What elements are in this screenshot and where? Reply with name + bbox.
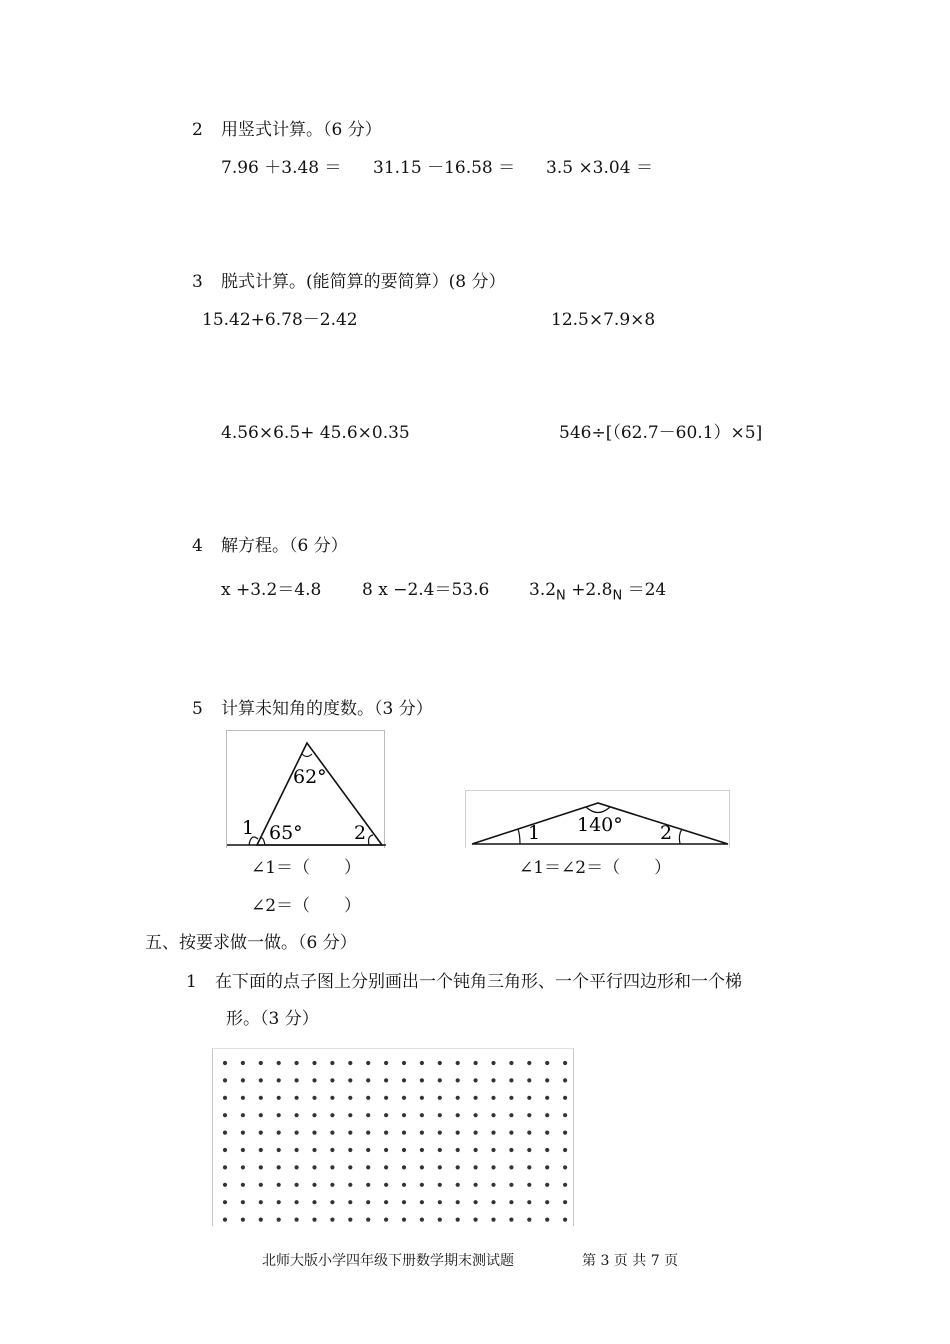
grid-dot — [509, 1078, 513, 1082]
grid-dot — [509, 1165, 513, 1169]
grid-dot — [223, 1078, 227, 1082]
grid-dot — [330, 1218, 334, 1222]
grid-dot — [277, 1131, 281, 1135]
grid-dot — [420, 1165, 424, 1169]
grid-dot — [563, 1061, 567, 1065]
top-angle-arc — [302, 754, 312, 757]
dot-grid[interactable] — [212, 1048, 574, 1226]
grid-dot — [402, 1131, 406, 1135]
grid-dot — [384, 1148, 388, 1152]
grid-dot — [491, 1200, 495, 1204]
grid-dot — [402, 1148, 406, 1152]
grid-dot — [527, 1131, 531, 1135]
grid-dot — [384, 1183, 388, 1187]
grid-dot — [295, 1200, 299, 1204]
grid-dot — [366, 1113, 370, 1117]
grid-dot — [491, 1165, 495, 1169]
grid-dot — [509, 1061, 513, 1065]
grid-dot — [241, 1113, 245, 1117]
grid-dot — [563, 1078, 567, 1082]
grid-dot — [312, 1131, 316, 1135]
grid-dot — [295, 1131, 299, 1135]
grid-dot — [241, 1183, 245, 1187]
grid-dot — [545, 1131, 549, 1135]
grid-dot — [295, 1148, 299, 1152]
grid-dot — [402, 1113, 406, 1117]
grid-dot — [456, 1218, 460, 1222]
section-five-q1-text: 在下面的点子图上分别画出一个钝角三角形、一个平行四边形和一个梯 — [215, 972, 742, 992]
grid-dot — [563, 1183, 567, 1187]
grid-dot — [295, 1113, 299, 1117]
q3-item-4: 546÷[（62.7－60.1）×5] — [559, 423, 763, 443]
grid-dot — [438, 1183, 442, 1187]
grid-dot — [295, 1096, 299, 1100]
grid-dot — [223, 1218, 227, 1222]
grid-dot — [438, 1200, 442, 1204]
grid-dot — [563, 1131, 567, 1135]
grid-dot — [277, 1148, 281, 1152]
grid-dot — [438, 1148, 442, 1152]
grid-dot — [545, 1061, 549, 1065]
grid-dot — [474, 1200, 478, 1204]
grid-dot — [527, 1113, 531, 1117]
grid-dot — [563, 1200, 567, 1204]
grid-dot — [348, 1200, 352, 1204]
grid-dot — [438, 1165, 442, 1169]
triangle-1-drawing — [227, 731, 386, 849]
grid-dot — [277, 1113, 281, 1117]
grid-dot — [259, 1131, 263, 1135]
q5-title: 计算未知角的度数。（3 分） — [221, 699, 433, 719]
grid-dot — [509, 1200, 513, 1204]
q4-eq3-coef-a: 3.2 — [529, 580, 557, 600]
grid-dot — [348, 1096, 352, 1100]
grid-dot — [241, 1096, 245, 1100]
grid-dot — [259, 1078, 263, 1082]
grid-dot — [420, 1078, 424, 1082]
grid-dot — [563, 1113, 567, 1117]
footer-title: 北师大版小学四年级下册数学期末测试题 — [262, 1253, 514, 1269]
grid-dot — [402, 1096, 406, 1100]
grid-dot — [295, 1218, 299, 1222]
grid-dot — [241, 1078, 245, 1082]
grid-dot — [474, 1165, 478, 1169]
grid-dot — [563, 1165, 567, 1169]
q5-number: 5 — [192, 699, 203, 719]
q4-number: 4 — [192, 536, 203, 556]
grid-dot — [509, 1113, 513, 1117]
angle-2-label: 2 — [660, 822, 673, 844]
q4-equation-1: x +3.2＝4.8 — [221, 580, 322, 600]
grid-dot — [474, 1061, 478, 1065]
grid-dot — [563, 1096, 567, 1100]
grid-dot — [456, 1200, 460, 1204]
grid-dot — [366, 1218, 370, 1222]
grid-dot — [330, 1183, 334, 1187]
grid-dot — [563, 1148, 567, 1152]
grid-dot — [545, 1183, 549, 1187]
grid-dot — [348, 1218, 352, 1222]
grid-dot — [545, 1148, 549, 1152]
grid-dot — [527, 1218, 531, 1222]
grid-dot — [277, 1061, 281, 1065]
grid-dot — [330, 1200, 334, 1204]
grid-dot — [330, 1165, 334, 1169]
grid-dot — [563, 1218, 567, 1222]
triangle-2-drawing — [466, 791, 731, 849]
q3-item-1: 15.42+6.78－2.42 — [202, 310, 358, 330]
grid-dot — [420, 1113, 424, 1117]
q4-equation-3 — [529, 579, 666, 607]
triangle-figure-1 — [226, 730, 385, 848]
grid-dot — [545, 1200, 549, 1204]
right-angle-arc — [369, 835, 374, 845]
grid-dot — [330, 1061, 334, 1065]
grid-dot — [474, 1148, 478, 1152]
grid-dot — [456, 1183, 460, 1187]
grid-dot — [509, 1148, 513, 1152]
grid-dot — [545, 1078, 549, 1082]
grid-dot — [348, 1183, 352, 1187]
grid-dot — [456, 1096, 460, 1100]
grid-dot — [223, 1061, 227, 1065]
grid-dot — [438, 1131, 442, 1135]
grid-dot — [366, 1148, 370, 1152]
grid-dot — [491, 1218, 495, 1222]
dot-grid-drawing — [213, 1049, 573, 1225]
grid-dot — [420, 1200, 424, 1204]
angle-65-label: 65° — [269, 822, 303, 844]
grid-dot — [384, 1165, 388, 1169]
grid-dot — [456, 1113, 460, 1117]
grid-dot — [456, 1078, 460, 1082]
angle-140-label: 140° — [577, 814, 623, 836]
q3-item-3: 4.56×6.5+ 45.6×0.35 — [221, 423, 410, 443]
grid-dot — [509, 1183, 513, 1187]
grid-dot — [474, 1096, 478, 1100]
grid-dot — [438, 1113, 442, 1117]
grid-dot — [402, 1200, 406, 1204]
q2-item-1: 7.96 ＋3.48 ＝ — [221, 158, 342, 178]
grid-dot — [241, 1165, 245, 1169]
grid-dot — [223, 1165, 227, 1169]
grid-dot — [241, 1218, 245, 1222]
q4-eq3-rhs: ＝24 — [627, 580, 667, 600]
grid-dot — [456, 1165, 460, 1169]
grid-dot — [384, 1113, 388, 1117]
grid-dot — [277, 1218, 281, 1222]
grid-dot — [509, 1096, 513, 1100]
q5-answer-angle-1: ∠1＝（ ） — [251, 858, 362, 878]
top-angle-arc — [586, 807, 610, 813]
grid-dot — [420, 1061, 424, 1065]
grid-dot — [277, 1165, 281, 1169]
grid-dot — [348, 1078, 352, 1082]
grid-dot — [348, 1165, 352, 1169]
grid-dot — [312, 1165, 316, 1169]
grid-dot — [259, 1148, 263, 1152]
grid-dot — [420, 1148, 424, 1152]
grid-dot — [527, 1183, 531, 1187]
grid-dot — [223, 1183, 227, 1187]
q2-item-2: 31.15 －16.58 ＝ — [373, 158, 516, 178]
grid-dot — [384, 1218, 388, 1222]
q2-title: 用竖式计算。（6 分） — [221, 120, 382, 140]
grid-dot — [330, 1078, 334, 1082]
grid-dot — [527, 1200, 531, 1204]
grid-dot — [330, 1113, 334, 1117]
grid-dot — [420, 1096, 424, 1100]
grid-dot — [241, 1061, 245, 1065]
grid-dot — [474, 1113, 478, 1117]
grid-dot — [491, 1183, 495, 1187]
grid-dot — [402, 1078, 406, 1082]
grid-dot — [348, 1113, 352, 1117]
grid-dot — [474, 1183, 478, 1187]
grid-dot — [384, 1061, 388, 1065]
q4-eq3-var-b: N — [612, 588, 623, 604]
grid-dot — [366, 1131, 370, 1135]
q2-number: 2 — [192, 120, 203, 140]
grid-dot — [330, 1131, 334, 1135]
grid-dot — [223, 1200, 227, 1204]
grid-dot — [456, 1061, 460, 1065]
angle-62-label: 62° — [293, 766, 327, 788]
grid-dot — [545, 1218, 549, 1222]
grid-dot — [491, 1131, 495, 1135]
grid-dot — [259, 1218, 263, 1222]
grid-dot — [438, 1061, 442, 1065]
angle-2-label: 2 — [354, 822, 367, 844]
grid-dot — [438, 1096, 442, 1100]
grid-dot — [474, 1131, 478, 1135]
grid-dot — [491, 1148, 495, 1152]
left-angle-arc — [518, 829, 520, 844]
grid-dot — [277, 1096, 281, 1100]
inner-left-angle-arc — [260, 838, 265, 845]
grid-dot — [545, 1113, 549, 1117]
grid-dot — [456, 1131, 460, 1135]
grid-dot — [527, 1148, 531, 1152]
grid-dot — [241, 1131, 245, 1135]
grid-dot — [366, 1078, 370, 1082]
grid-dot — [312, 1218, 316, 1222]
grid-dot — [384, 1131, 388, 1135]
grid-dot — [259, 1096, 263, 1100]
q5-answer-angle-2: ∠2＝（ ） — [251, 896, 362, 916]
triangle-figure-2 — [465, 790, 730, 848]
q3-title: 脱式计算。(能简算的要简算）(8 分） — [221, 272, 506, 292]
grid-dot — [438, 1078, 442, 1082]
grid-dot — [259, 1165, 263, 1169]
grid-dot — [509, 1131, 513, 1135]
grid-dot — [312, 1078, 316, 1082]
grid-dot — [384, 1096, 388, 1100]
grid-dot — [277, 1078, 281, 1082]
grid-dot — [295, 1183, 299, 1187]
grid-dot — [277, 1183, 281, 1187]
grid-dot — [223, 1113, 227, 1117]
grid-dot — [295, 1165, 299, 1169]
q5-answer-angle-1-2: ∠1＝∠2＝（ ） — [519, 858, 672, 878]
grid-dot — [420, 1131, 424, 1135]
grid-dot — [402, 1165, 406, 1169]
grid-dot — [491, 1078, 495, 1082]
grid-dot — [366, 1096, 370, 1100]
grid-dot — [456, 1148, 460, 1152]
q4-equation-2: 8 x −2.4＝53.6 — [362, 580, 490, 600]
grid-dot — [384, 1078, 388, 1082]
right-angle-arc — [679, 829, 682, 844]
grid-dot — [474, 1078, 478, 1082]
angle-1-label: 1 — [242, 817, 255, 839]
grid-dot — [223, 1096, 227, 1100]
grid-dot — [438, 1218, 442, 1222]
grid-dot — [259, 1183, 263, 1187]
grid-dot — [312, 1113, 316, 1117]
grid-dot — [384, 1200, 388, 1204]
grid-dot — [330, 1096, 334, 1100]
angle-1-label: 1 — [528, 822, 541, 844]
grid-dot — [348, 1061, 352, 1065]
footer-page-number: 第 3 页 共 7 页 — [582, 1253, 679, 1269]
grid-dot — [348, 1131, 352, 1135]
grid-dot — [312, 1200, 316, 1204]
grid-dot — [527, 1165, 531, 1169]
q3-item-2: 12.5×7.9×8 — [551, 310, 656, 330]
grid-dot — [223, 1131, 227, 1135]
grid-dot — [545, 1165, 549, 1169]
grid-dot — [527, 1078, 531, 1082]
grid-dot — [295, 1078, 299, 1082]
grid-dot — [295, 1061, 299, 1065]
grid-dot — [241, 1148, 245, 1152]
grid-dot — [312, 1183, 316, 1187]
grid-dot — [509, 1218, 513, 1222]
q4-eq3-coef-b: +2.8 — [571, 580, 613, 600]
grid-dot — [545, 1096, 549, 1100]
grid-dot — [277, 1200, 281, 1204]
grid-dot — [402, 1183, 406, 1187]
grid-dot — [348, 1148, 352, 1152]
grid-dot — [223, 1148, 227, 1152]
grid-dot — [527, 1096, 531, 1100]
grid-dot — [312, 1148, 316, 1152]
grid-dot — [420, 1218, 424, 1222]
grid-dot — [491, 1096, 495, 1100]
grid-dot — [366, 1165, 370, 1169]
grid-dot — [491, 1113, 495, 1117]
q4-eq3-var-a: N — [556, 588, 566, 604]
grid-dot — [474, 1218, 478, 1222]
grid-dot — [402, 1218, 406, 1222]
grid-dot — [312, 1096, 316, 1100]
q2-item-3: 3.5 ×3.04 ＝ — [546, 158, 653, 178]
grid-dot — [259, 1061, 263, 1065]
grid-dot — [366, 1200, 370, 1204]
grid-dot — [330, 1148, 334, 1152]
q4-title: 解方程。（6 分） — [221, 536, 348, 556]
grid-dot — [259, 1113, 263, 1117]
grid-dot — [366, 1061, 370, 1065]
q3-number: 3 — [192, 272, 203, 292]
grid-dot — [241, 1200, 245, 1204]
grid-dot — [259, 1200, 263, 1204]
grid-dot — [420, 1183, 424, 1187]
grid-dot — [402, 1061, 406, 1065]
section-five-q1-number: 1 — [186, 972, 197, 992]
section-five-title: 五、按要求做一做。（6 分） — [145, 933, 357, 953]
grid-dot — [366, 1183, 370, 1187]
grid-dot — [312, 1061, 316, 1065]
grid-dot — [527, 1061, 531, 1065]
grid-dot — [491, 1061, 495, 1065]
section-five-q1-text-cont: 形。（3 分） — [226, 1009, 319, 1029]
